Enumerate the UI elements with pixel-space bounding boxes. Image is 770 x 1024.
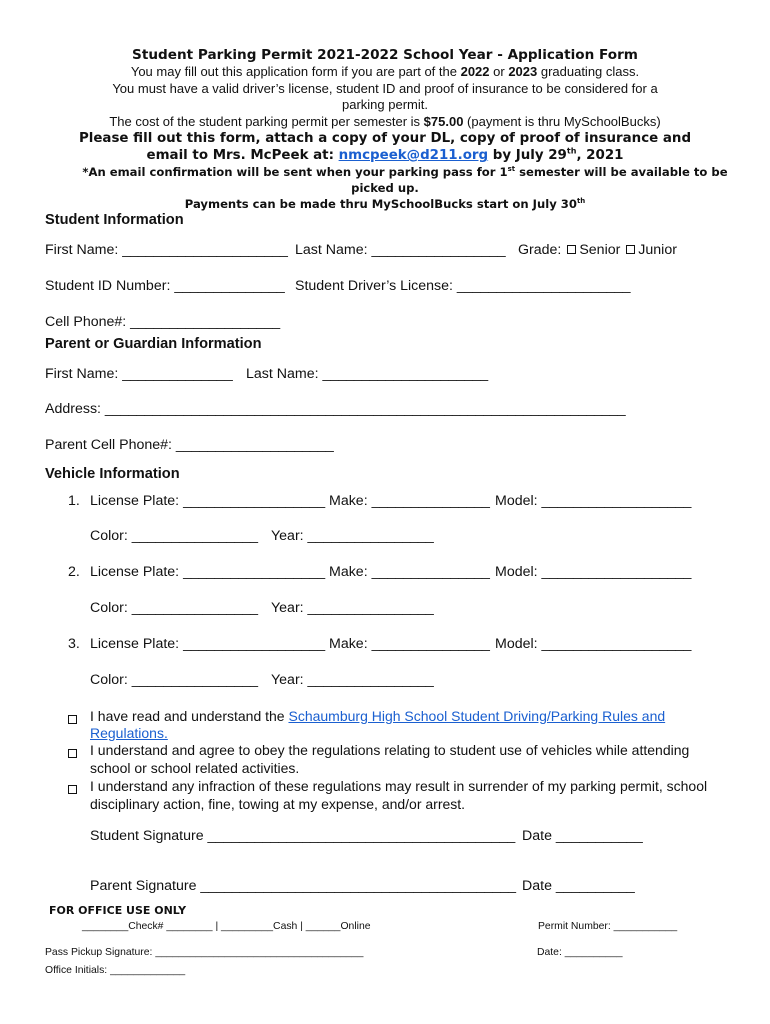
requirements-line-2: parking permit. [342, 97, 428, 112]
license-plate-field[interactable]: License Plate: __________________ [90, 493, 326, 509]
form-title: Student Parking Permit 2021-2022 School Year - Application Form [132, 47, 638, 63]
ack-regulations-text: I understand and agree to obey the regulations relating to student use of vehicles while attending [90, 742, 690, 758]
requirements-line: You must have a valid driver’s license, student ID and proof of insurance to be considered for a [112, 81, 658, 96]
parent-cell-field[interactable]: Parent Cell Phone#: ____________________ [45, 437, 334, 453]
model-field[interactable]: Model: ___________________ [495, 636, 692, 652]
ack-rules-checkbox[interactable] [68, 711, 77, 729]
student-cell-field[interactable]: Cell Phone#: ___________________ [45, 314, 281, 330]
parking-rules-link[interactable]: Schaumburg High School Student Driving/Parking Rules and [288, 708, 666, 724]
student-last-name-field[interactable]: Last Name: _________________ [295, 242, 506, 258]
vehicle-number: 1. [68, 493, 80, 509]
license-plate-field[interactable]: License Plate: __________________ [90, 564, 326, 580]
student-first-name-field[interactable]: First Name: _____________________ [45, 242, 288, 258]
make-field[interactable]: Make: _______________ [329, 493, 490, 509]
parent-signature-field[interactable]: Parent Signature ________________________________________ [90, 878, 517, 894]
instructions-line: Please fill out this form, attach a copy of your DL, copy of proof of insurance and [78, 131, 692, 146]
student-id-field[interactable]: Student ID Number: ______________ [45, 278, 285, 294]
cost-line: The cost of the student parking permit per semester is $75.00 (payment is thru MySchoolBucks) [109, 114, 661, 129]
eligibility-line: You may fill out this application form if you are part of the 2022 or 2023 graduating class. [130, 64, 640, 79]
color-field[interactable]: Color: ________________ [90, 672, 259, 688]
vehicle-number: 2. [68, 564, 80, 580]
parking-rules-link[interactable]: Regulations. [90, 725, 168, 741]
parent-first-name-field[interactable]: First Name: ______________ [45, 366, 233, 382]
office-initials-field[interactable]: Office Initials: _____________ [45, 965, 186, 976]
model-field[interactable]: Model: ___________________ [495, 493, 692, 509]
parent-date-field[interactable]: Date __________ [522, 878, 635, 894]
grade-label: Grade: [518, 242, 562, 258]
ack-infraction-text: I understand any infraction of these regulations may result in surrender of my parking permit, school [90, 778, 708, 794]
parent-last-name-field[interactable]: Last Name: _____________________ [246, 366, 489, 382]
year-field[interactable]: Year: ________________ [271, 672, 434, 688]
student-signature-field[interactable]: Student Signature _______________________________________ [90, 828, 516, 844]
ack-infraction-checkbox[interactable] [68, 781, 77, 799]
grade-field [518, 242, 677, 258]
email-line: email to Mrs. McPeek at: nmcpeek@d211.org by July 29th, 2021 [146, 146, 624, 163]
vehicle-number: 3. [68, 636, 80, 652]
make-field[interactable]: Make: _______________ [329, 636, 490, 652]
payment-note: Payments can be made thru MySchoolBucks start on July 30th [184, 197, 586, 211]
ack-regulations-text-2: school or school related activities. [90, 760, 300, 776]
pass-pickup-signature-field[interactable]: Pass Pickup Signature: ____________________________________ [45, 947, 364, 958]
parent-info-heading: Parent or Guardian Information [45, 336, 262, 352]
office-date-field[interactable]: Date: __________ [537, 947, 623, 958]
permit-number-field[interactable]: Permit Number: ___________ [538, 921, 678, 932]
ack-rules-text-2 [90, 724, 168, 742]
model-field[interactable]: Model: ___________________ [495, 564, 692, 580]
student-info-heading: Student Information [45, 212, 184, 228]
color-field[interactable]: Color: ________________ [90, 528, 259, 544]
year-field[interactable]: Year: ________________ [271, 600, 434, 616]
confirmation-note: *An email confirmation will be sent when your parking pass for 1st semester will be available to be [82, 165, 728, 179]
make-field[interactable]: Make: _______________ [329, 564, 490, 580]
payment-method-field[interactable]: ________Check# ________ | _________Cash | ______Online [82, 921, 371, 932]
vehicle-info-heading: Vehicle Information [45, 466, 180, 482]
color-field[interactable]: Color: ________________ [90, 600, 259, 616]
email-link[interactable]: nmcpeek@d211.org [338, 148, 489, 163]
ack-infraction-text-2: disciplinary action, fine, towing at my expense, and/or arrest. [90, 796, 466, 812]
office-use-heading: FOR OFFICE USE ONLY [49, 904, 187, 917]
year-field[interactable]: Year: ________________ [271, 528, 434, 544]
junior-checkbox[interactable] [626, 245, 635, 254]
confirmation-note-2: picked up. [351, 181, 419, 195]
student-license-field[interactable]: Student Driver’s License: ______________________ [295, 278, 631, 294]
senior-checkbox[interactable] [567, 245, 576, 254]
ack-rules-text: I have read and understand the Schaumburg High School Student Driving/Parking Rules and [90, 708, 666, 724]
license-plate-field[interactable]: License Plate: __________________ [90, 636, 326, 652]
junior-label: Junior [638, 242, 677, 258]
senior-label: Senior [579, 242, 621, 258]
ack-regulations-checkbox[interactable] [68, 745, 77, 763]
student-date-field[interactable]: Date ___________ [522, 828, 643, 844]
address-field[interactable]: Address: __________________________________________________________________ [45, 401, 626, 417]
